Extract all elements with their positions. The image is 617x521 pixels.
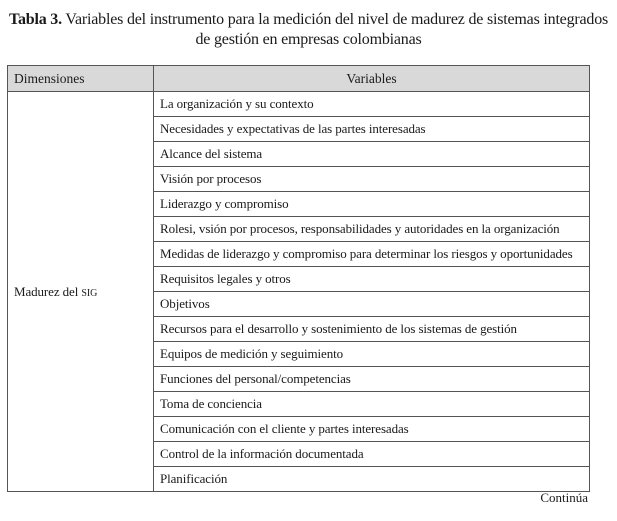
variable-cell: Visión por procesos xyxy=(154,167,590,192)
variable-cell: Comunicación con el cliente y partes interesadas xyxy=(154,417,590,442)
variable-cell: Alcance del sistema xyxy=(154,142,590,167)
variable-cell: Planificación xyxy=(154,467,590,492)
dimension-abbr: SIG xyxy=(81,287,98,299)
dimension-cell xyxy=(8,92,154,492)
variable-cell: Liderazgo y compromiso xyxy=(154,192,590,217)
caption-title: Variables del instrumento para la medición del nivel de madurez de sistemas integrados xyxy=(65,11,609,28)
caption-line-1 xyxy=(0,10,617,30)
variable-cell: Toma de conciencia xyxy=(154,392,590,417)
caption-label: Tabla 3. xyxy=(8,11,62,28)
dimension-label: Madurez del xyxy=(14,283,79,299)
header-row xyxy=(8,66,590,92)
variable-cell: Necesidades y expectativas de las partes interesadas xyxy=(154,117,590,142)
caption-line-2: de gestión en empresas colombianas xyxy=(195,31,422,48)
variable-cell: Medidas de liderazgo y compromiso para determinar los riesgos y oportunidades xyxy=(154,242,590,267)
continua-label: Continúa xyxy=(540,490,588,505)
variable-cell: Funciones del personal/competencias xyxy=(154,367,590,392)
variable-cell: Control de la información documentada xyxy=(154,442,590,467)
variable-cell: Requisitos legales y otros xyxy=(154,267,590,292)
variable-cell: Equipos de medición y seguimiento xyxy=(154,342,590,367)
variable-cell: Recursos para el desarrollo y sostenimiento de los sistemas de gestión xyxy=(154,317,590,342)
variable-cell: La organización y su contexto xyxy=(154,92,590,117)
variables-table xyxy=(7,65,590,492)
variable-cell: Objetivos xyxy=(154,292,590,317)
table-caption xyxy=(0,10,617,50)
header-dimensiones: Dimensiones xyxy=(8,66,154,92)
header-variables: Variables xyxy=(154,66,590,92)
variable-cell: Rolesi, vsión por procesos, responsabilidades y autoridades en la organización xyxy=(154,217,590,242)
table-row xyxy=(8,92,590,117)
